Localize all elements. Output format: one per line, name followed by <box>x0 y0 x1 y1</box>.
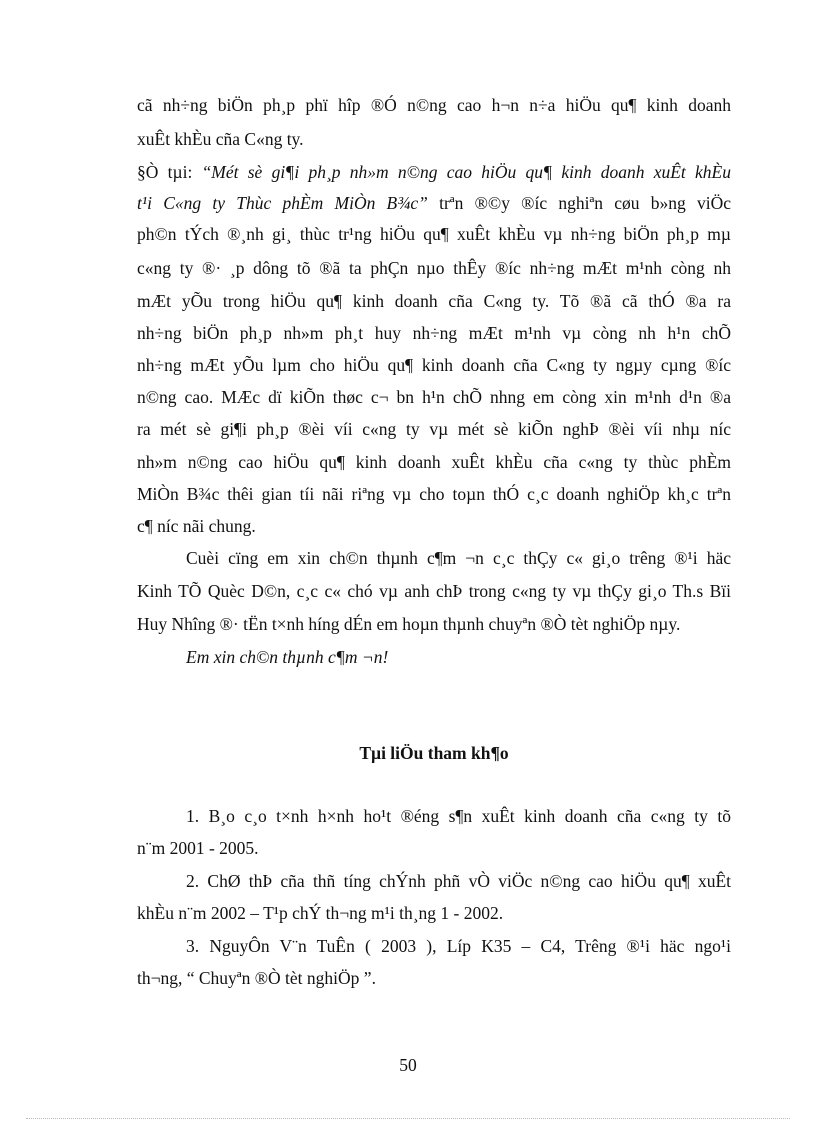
reference-item-1-line-1: 1. B¸o c¸o t×nh h×nh ho¹t ®éng s¶n xuÊt kinh doanh cña c«ng ty tõ <box>186 806 731 826</box>
topic-title-part-2: t¹i C«ng ty Thùc phÈm MiÒn B¾c” <box>137 193 428 213</box>
references-heading: Tµi liÖu tham kh¶o <box>359 743 509 763</box>
conclusion-p2-line-4: c«ng ty ®· ¸p dông tõ ®ã ta phÇn nµo thÊy ®íc nh÷ng mÆt m¹nh còng nh <box>137 258 731 278</box>
conclusion-p3-line-1: Cuèi cïng em xin ch©n thµnh c¶m ¬n c¸c thÇy c« gi¸o trêng ®¹i häc <box>186 548 731 568</box>
conclusion-p2-line-7: nh÷ng mÆt yÕu lµm cho hiÖu qu¶ kinh doanh cña C«ng ty ngµy cµng ®íc <box>137 355 731 375</box>
reference-item-2-line-2: khÈu n¨m 2002 – T¹p chÝ th¬ng m¹i th¸ng 1 - 2002. <box>137 903 504 923</box>
conclusion-p2-line-2 <box>137 191 731 215</box>
conclusion-p2-line-3: ph©n tÝch ®¸nh gi¸ thùc tr¹ng hiÖu qu¶ xuÊt khÈu vµ nh÷ng biÖn ph¸p mµ <box>137 224 731 244</box>
conclusion-p3-line-3: Huy Nhîng ®· tËn t×nh híng dÉn em hoµn thµnh chuyªn ®Ò tèt nghiÖp nµy. <box>137 614 681 634</box>
conclusion-p2-line-8: n©ng cao. MÆc dï kiÕn thøc c¬ bn h¹n chÕ nhng em còng xin m¹nh d¹n ®a <box>137 387 731 407</box>
conclusion-p1-line-2: xuÊt khÈu cña C«ng ty. <box>137 129 304 149</box>
conclusion-p2-line-10: nh»m n©ng cao hiÖu qu¶ kinh doanh xuÊt khÈu cña c«ng ty thùc phÈm <box>137 452 731 472</box>
conclusion-p1-line-1: cã nh÷ng biÖn ph¸p phï hîp ®Ó n©ng cao h¬n n÷a hiÖu qu¶ kinh doanh <box>137 95 731 115</box>
topic-label: §Ò tµi: <box>137 162 202 182</box>
footer-divider <box>26 1118 790 1119</box>
reference-item-1-line-2: n¨m 2001 - 2005. <box>137 838 259 858</box>
topic-title-part-1: “Mét sè gi¶i ph¸p nh»m n©ng cao hiÖu qu¶ kinh doanh xuÊt khÈu <box>201 162 732 182</box>
reference-item-3-line-2: th¬ng, “ Chuyªn ®Ò tèt nghiÖp ”. <box>137 968 376 988</box>
thanks-line: Em xin ch©n thµnh c¶m ¬n! <box>186 647 389 667</box>
conclusion-p3-line-2: Kinh TÕ Quèc D©n, c¸c c« chó vµ anh chÞ trong c«ng ty vµ thÇy gi¸o Th.s Bïi <box>137 581 731 601</box>
reference-item-2-line-1: 2. ChØ thÞ cña thñ tíng chÝnh phñ vÒ viÖc n©ng cao hiÖu qu¶ xuÊt <box>186 871 731 891</box>
conclusion-p2-line-9: ra mét sè gi¶i ph¸p ®èi víi c«ng ty vµ mét sè kiÕn nghÞ ®èi víi nhµ níc <box>137 419 731 439</box>
conclusion-p2-line-11: MiÒn B¾c thêi gian tíi nãi riªng vµ cho toµn thÓ c¸c doanh nghiÖp kh¸c trªn <box>137 484 731 504</box>
page-number: 50 <box>399 1055 417 1075</box>
reference-item-3-line-1: 3. NguyÔn V¨n TuÊn ( 2003 ), Líp K35 – C4, Trêng ®¹i häc ngo¹i <box>186 936 731 956</box>
conclusion-p2-line-1 <box>137 160 731 184</box>
topic-sentence-rest: trªn ®©y ®íc nghiªn cøu b»ng viÖc <box>427 193 731 213</box>
conclusion-p2-line-12: c¶ níc nãi chung. <box>137 516 256 536</box>
conclusion-p2-line-5: mÆt yÕu trong hiÖu qu¶ kinh doanh cña C«ng ty. Tõ ®ã cã thÓ ®a ra <box>137 291 731 311</box>
conclusion-p2-line-6: nh÷ng biÖn ph¸p nh»m ph¸t huy nh÷ng mÆt m¹nh vµ còng nh h¹n chÕ <box>137 323 731 343</box>
